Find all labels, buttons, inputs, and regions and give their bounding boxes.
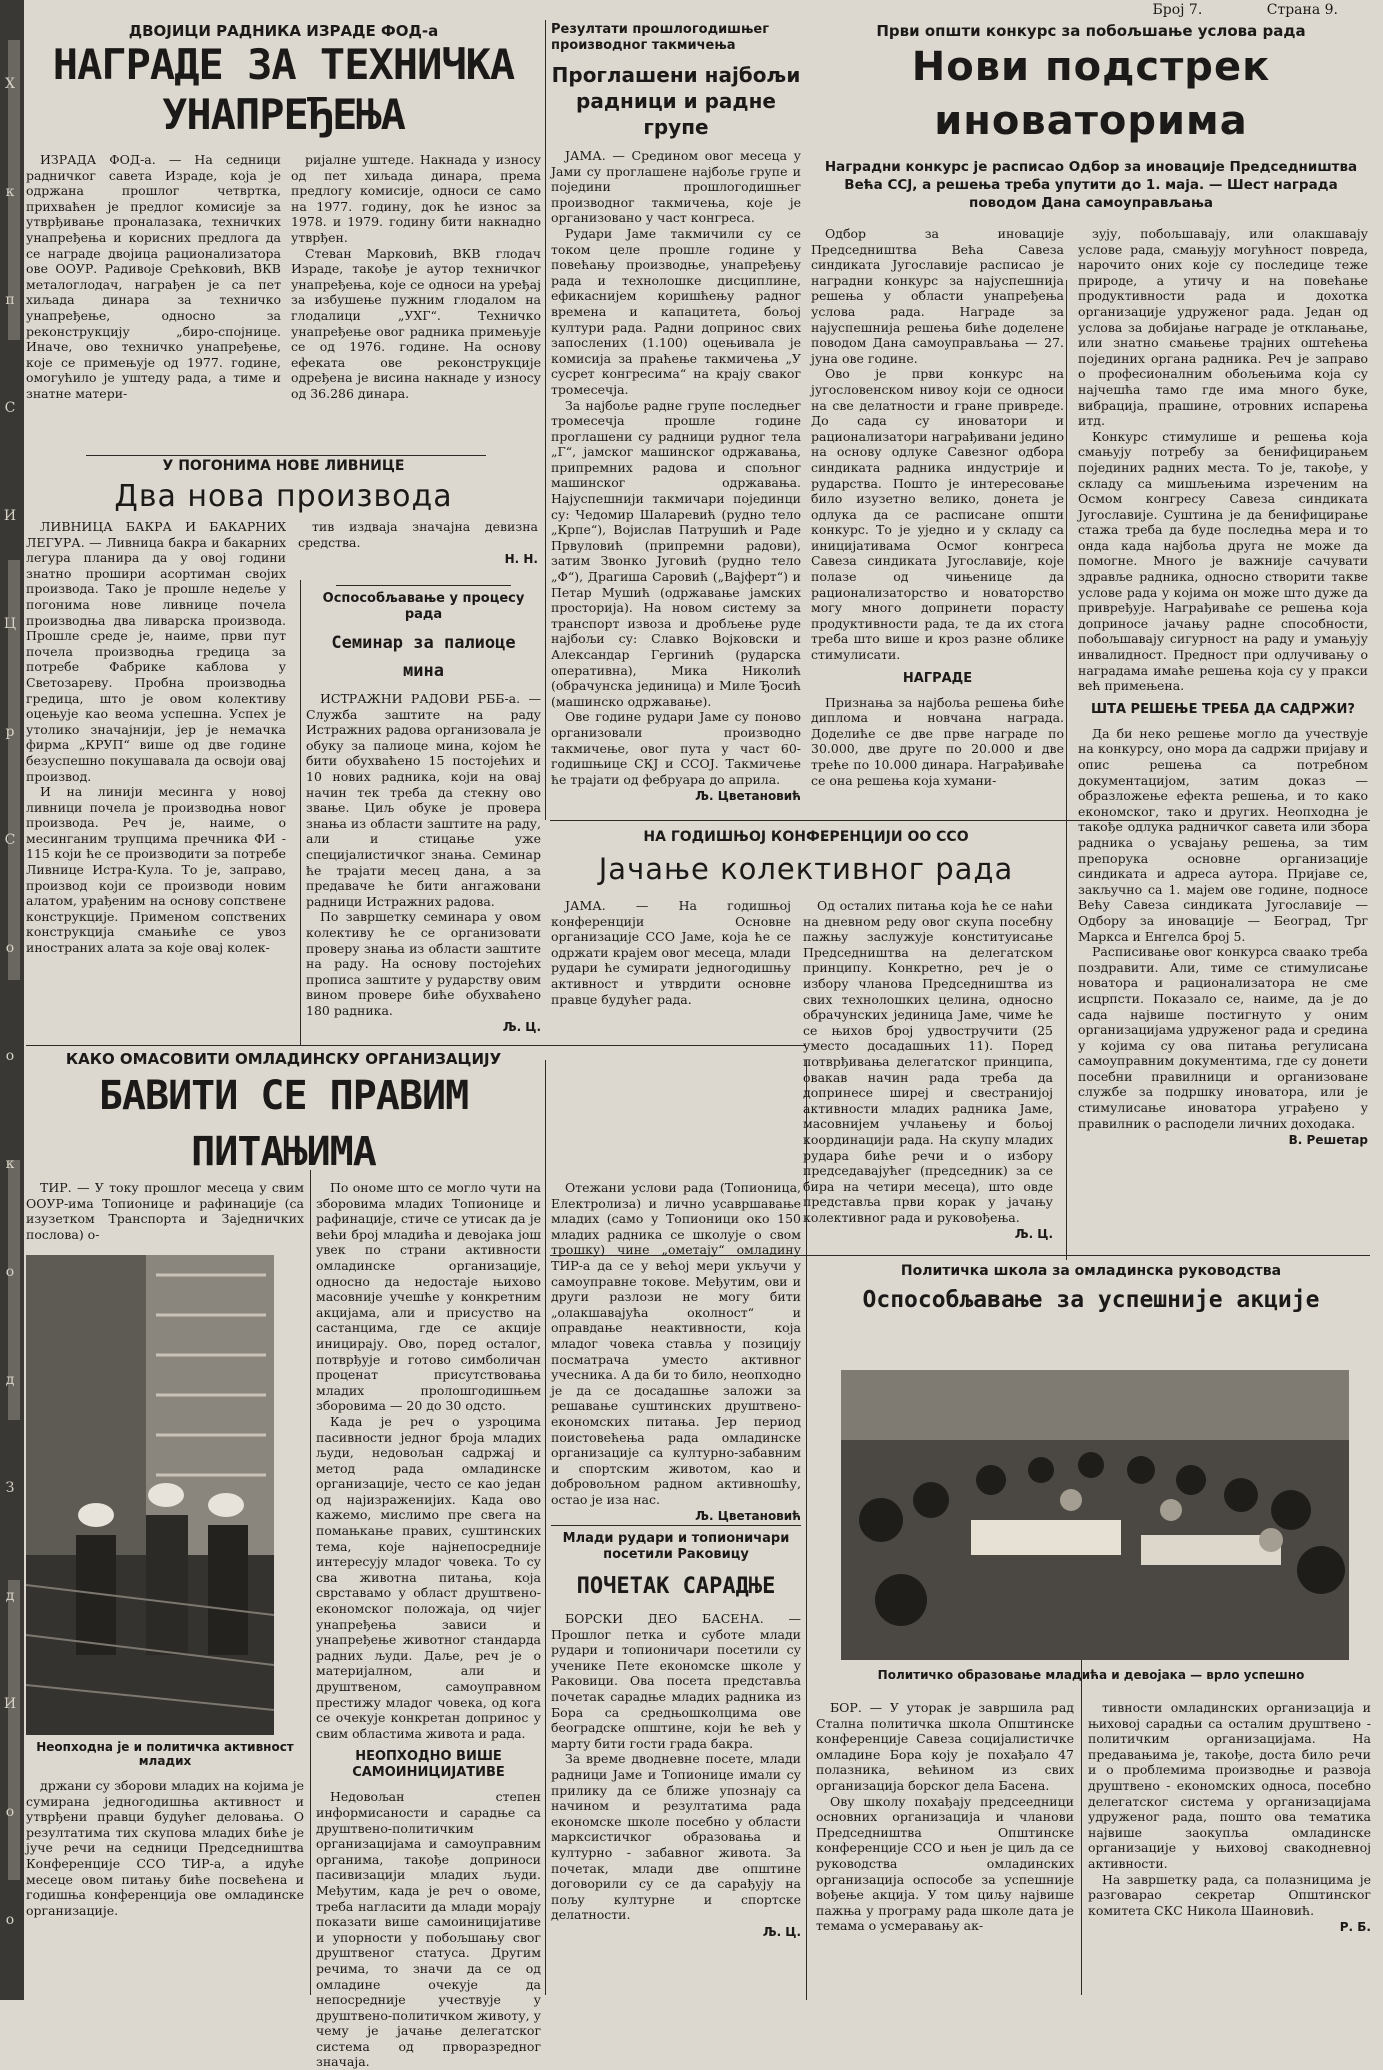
sso-signature: Љ. Ц.: [1014, 1227, 1053, 1242]
foundry-headline: Два нова производа: [114, 479, 453, 514]
article-seminar: [306, 585, 541, 1040]
edge-letter: п: [5, 292, 15, 308]
innovators-col1-p3: Признања за најбоља решења биће диплома и новчана награда. Доделиће се две прве награде по 30.000, две друге по 20.000 и две треће по 10.000 динара. Награђиваће се она решења која хумани-: [811, 694, 1064, 788]
foundry-body-2: И на линији месинга у новој ливници почела је производња новог производа. Реч је, наиме, о месинганим трупцима пречника ФИ - 115 који ће се производити за потребе Ливнице Истра-Кула. То је, заправо, производ који се производи новим алатом, урађеним на основу сопствене конструкције. Применом сопствених конструкција смањиће се увоз иностраних алата за које овај колек-: [26, 784, 286, 956]
school-body-right-2: На завршетку рада, са полазницима је разговарао секретар Општинског комитета СКС Никола Шаиновић.: [1088, 1871, 1371, 1918]
school-body-left-2: Ову школу похађају предсеедници основних организација и чланови Председништва Општинске конференције ССО и њен је циљ да се руководства омладинских организација оспособе за успешније вођење акција. У том циљу највише пажња у програму рада школе дата је темама о усмеравању ак-: [816, 1793, 1074, 1934]
tir-headline: БАВИТИ СЕ ПРАВИМ ПИТАЊИМА: [98, 1073, 469, 1175]
workers-photo-image: [26, 1255, 274, 1735]
edge-letter: д: [5, 1588, 15, 1604]
school-signature: Р. Б.: [1339, 1920, 1371, 1935]
edge-letter: З: [5, 1480, 15, 1496]
innovators-headline-line2: иноваторима: [934, 98, 1248, 144]
edge-letter: д: [5, 1372, 15, 1388]
tir-photo-caption: Неопходна је и политичка активност младих: [36, 1740, 294, 1768]
foundry-body-1: ЛИВНИЦА БАКРА И БАКАРНИХ ЛЕГУРА. — Ливница бакра и бакарних легура планира да у овој години знатно прошири асортиман својих производа. Тако је прошле недеље у погонима нове ливнице почела производња два ливарска производа. Прошле среде је, наиме, први пут почела производња гредица за потребе Фабрике каблова у Светозареву. Пробна производња гредица, што је овом колективу оцењује као веома успешна. Успех је утолико значајнији, јер је немачка фирма „КРУП“ више од две године безуспешно покушавала да освоји овај производ.: [26, 519, 286, 784]
edge-letter: к: [5, 1156, 15, 1172]
fod-body-right: ријалне уштеде. Накнада у износу од пет хиљада динара, према предлогу комисије, односи се само на 1977. годину, док ће износ за 1978. и 1979. годину бити накнадно утврђен.: [291, 152, 541, 245]
tir-col2-p1: По ономе што се могло чути на зборовима младих Топионице и рафинације, стиче се утисак да је већи број младића и девојака још увек по страни активности омладинске организације, односно да недостаје њихово масовније учешће у конкретним акцијама, али и присуство на састанцима, где се акције иницирају. Ово, поред осталог, потврђује и готово симболичан проценат присутствовања младих пролошгодишњем зборовима — 20 до 30 одсто.: [316, 1180, 541, 1414]
innovators-signature: В. Решетар: [1288, 1133, 1368, 1148]
edge-letter: о: [5, 1912, 15, 1928]
jama-body-4: Ове године рудари Јаме су поново организовали производно такмичење, овог пута у част 60-годишњице СКЈ и ССОЈ. Такмичење ће трајати од фебруара до априла.: [551, 709, 801, 787]
tir-col2-p3: Недовољан степен информисаности и сарадње са друштвено-политичким организацијама и самоуправним органима, такође доприноси пасивизацији младих људи. Међутим, када је реч о овоме, треба нагласити да млади морају показати више самоиницијативе и упорности у побољшању свог друштвеног статуса. Другим речима, то значи да се од омладине очекује да непосредније учествује у друштвено-политичком животу, у чему је јачање делегатског система од прворазредног значаја.: [316, 1789, 541, 2070]
innovators-headline-line1: Нови подстрек: [911, 44, 1271, 90]
workers-photo: [26, 1255, 274, 1735]
sso-kicker: НА ГОДИШЊОЈ КОНФЕРЕНЦИЈИ ОО ССО: [643, 829, 969, 845]
fod-body-left: ИЗРАДА ФОД-а. — На седници радничког савета Израде, која је одржана прошлог четвртка, прихваћен је предлог комисије за утврђивање проналазака, техничких унапређења и корисних предлога да се награде двојица рационализатора ове ООУР. Радивоје Срећковић, ВКВ металоглодач, награђен је са пет хиљада динара за техничко унапређење, односно за реконструкцију „биро-спојнице. Иначе, ово техничко унапређење, које се примењује од 1977. године, омогућило је уштеду рада, а тиме и знатне матери-: [26, 152, 281, 401]
innovators-col1-subhead: НАГРАДЕ: [902, 670, 973, 686]
edge-letter: И: [3, 1696, 17, 1712]
school-column-left: [816, 1700, 1074, 1995]
edge-letter: С: [4, 832, 16, 848]
jama-body-2: Рудари Јаме такмичили су се током целе прошле године у повећању производње, унапређењу рада и технолошке дисциплине, ефикаснијем коришћењу радног времена и капацитета, бољој култури рада. Радни допринос свих запослених (1.100) оцењивала је комисија за праћење такмичења „У сусрет конгресима“ на крају сваког тромесечја.: [551, 225, 801, 397]
classroom-photo-image: [841, 1370, 1349, 1660]
newspaper-page: [26, 0, 1378, 2070]
tir-signature: Љ. Цветановић: [695, 1509, 801, 1524]
edge-letter: о: [5, 1804, 15, 1820]
tir-col1-bottom: држани су зборови младих на којима је сумирана једногодишња активност и утврђени правци будућег деловања. О резултатима тих скупова младих биће је јуче речи на седници Председништва Конференције ССО ТИР-а, а идуће месеце овом питању биће посвећена и годишња конференција ове омладинске организације.: [26, 1778, 304, 1918]
innovators-col2-p3: Да би неко решење могло да учествује на конкурсу, оно мора да садржи пријаву и опис решења са потребном документацијом, затим доказ — образложење ефекта решења, и то како економског, тако и других. Неопходна је такође одлука радничког савета или збора радника о усвајању решења, за тим препорука основне организације синдиката и адреса аутора. Пријаве се, закључно са 1. мајем ове године, подносе Већу Савеза синдиката Југославије — Одбору за иновације — Београд, Трг Маркса и Енгелса број 5.: [1078, 725, 1368, 944]
innovators-col2-p2: Конкурс стимулише и решења која смањују потребу за бенифицирањем појединих радних места. То је, такође, у складу са мишљењима изреченим на Осмом конгресу Савеза синдиката Југославије. Суштина је да бенифицирање стажа треба да буде последња мера и то онда када најбоља друга не може да помогне. Много је важније сачувати здравље радника, односно створити такве услове рада у којима он може што дуже да привређује. Награђиваће се решења која доприносе јачању радне способности, побољшавају сигурност на раду и умањују инвалидност. Предност при одлучивању о наградама имаће решења која су у пракси већ примењена.: [1078, 428, 1368, 694]
tir-col3-p1: Отежани услови рада (Топионица, Електролиза) и лично усавршавање младих (само у Топионици око 150 младих радника се школује о свом трошку) чине „ометају“ омладину ТИР-а да се у већој мери укључи у самоуправне токове. Међутим, ови и други разлози не могу бити „олакшавајућа околност“ и оправдање неактивности, која младог човека ставља у позицију посматрача уместо активног учесника. А да би то било, неопходно је да се досадашње заложи за решавање суштинских друштвено-економских питања. Јер период поистовећења рада омладинске организације са културно-забавним и спортским животом, као и добровољном радном активношћу, остао је иза нас.: [551, 1180, 801, 1507]
article-rakovica: [551, 1525, 801, 1995]
edge-letter: о: [5, 940, 15, 956]
jama-signature: Љ. Цветановић: [695, 789, 801, 804]
rakovica-headline: ПОЧЕТАК САРАДЊЕ: [576, 1574, 776, 1599]
tir-column-2: [316, 1180, 541, 2070]
school-photo-caption: Политичко образовање младића и девојака — врло успешно: [877, 1668, 1305, 1682]
rakovica-body-2: За време дводневне посете, млади радници Јаме и Топионице имали су прилику да се ближе упознају са начином и резултатима рада економске школе посебно у области марксистичког образовања и културно - забавног живота. За почетак, млади две општине договорили су се да сарађују на пољу културне и спортске делатности.: [551, 1751, 801, 1923]
edge-letter: X: [5, 76, 15, 92]
fod-kicker: ДВОЈИЦИ РАДНИКА ИЗРАДЕ ФОД-а: [128, 22, 439, 40]
tir-photo-caption-block: [26, 1740, 304, 1995]
jama-body-1: ЈАМА. — Средином овог месеца у Јами су проглашене најбоље групе и поједини прошлогодишњег производног такмичења, које је организовано у част конгреса.: [551, 148, 801, 226]
classroom-photo: [841, 1370, 1349, 1660]
seminar-body-2: По завршетку семинара у овом колективу ће се организовати проверу знања из области заштите на раду. На основу постојећих прописа заштите у рударству овим вином провере биће обухваћено 180 радника.: [306, 909, 541, 1018]
foundry-body-3: тив издваја значајна девизна средства.: [298, 519, 538, 550]
sso-headline: Јачање колективног рада: [598, 852, 1014, 886]
tir-col2-subhead: НЕОПХОДНО ВИШЕ САМОИНИЦИЈАТИВЕ: [352, 1749, 505, 1781]
fod-headline-line1: НАГРАДЕ ЗА ТЕХНИЧКА: [52, 40, 515, 89]
sso-body-left: ЈАМА. — На годишњој конференцији Основне организације ССО Јаме, која ће се одржати крајем овог месеца, млади рудари ће сумирати једногодишњу активност и утврдити основне правце будућег рада.: [551, 898, 791, 1007]
page-header: [1092, 2, 1338, 18]
foundry-kicker: У ПОГОНИМА НОВЕ ЛИВНИЦЕ: [162, 458, 405, 474]
article-fod: [26, 22, 541, 452]
jama-headline: Проглашени најбољи радници и радне групе: [551, 63, 801, 139]
adjacent-page-letters: [0, 30, 20, 1990]
school-caption-block: [811, 1668, 1371, 1692]
rakovica-signature: Љ. Ц.: [762, 1924, 801, 1939]
tir-kicker: КАКО ОМАСОВИТИ ОМЛАДИНСКУ ОРГАНИЗАЦИЈУ: [65, 1050, 502, 1068]
article-jama: [551, 22, 801, 817]
tir-intro: ТИР. — У току прошлог месеца у свим ООУР-има Топионице и рафинације (са изузетком Транспорта и Заједничких послова) о-: [26, 1180, 304, 1242]
innovators-kicker: Први општи конкурс за побољшање услова рада: [876, 22, 1306, 40]
fod-body-right-2: Стеван Марковић, ВКВ глодач Израде, такође је аутор техничког унапређења, које се односи на уређај за избушење пужним глодалом на глодалици „УХГ“. Техничко унапређење овог радника примењује се од 1976. године. На основу ефеката ове реконструкције одређена је висина накнаде у износу од 36.286 динара.: [291, 245, 541, 401]
edge-letter: Ц: [3, 616, 17, 632]
innovators-col1-p2: Ово је први конкурс на југословенском нивоу који се односи на све делатности и гране привреде. До сада су иноватори и рационализатори награђивани једино на основу одлуке Савезног одбора синдиката радника индустрије и рударства. Пошто је интересовање било изузетно велико, донета је одлука да се расписане општи конкурс. То је уједно и у складу са иницијативама Осмог конгреса Савеза синдиката Југославије, које полазе од чињенице да рационализаторство и новаторство могу много допринети порасту продуктивности рада, те да их стога треба што више и кроз разне облике стимулисати.: [811, 366, 1064, 663]
sso-body-right: Од осталих питања која ће се наћи на дневном реду овог скупа посебну пажњу заслужује конституисање Председништва на делегатском принципу. Конкретно, реч је о избору чланова Председништва из свих технолошких целина, односно обрачунских јединица Јаме, чиме ће се њихов број удвостручити (25 уместо досадашњих 11). Поред потврђивања делегатског принципа, овакав начин рада треба да допринесе ширеј и свестранијој активности младих радника Јаме, масовнијем учлањењу и бољој координацији рада. На скупу младих рудара биће речи и о избору председавајућег (председник) за се бира на четири месеца), што овде представља први корак у јачању колективног рада и руковођења.: [803, 898, 1053, 1225]
innovators-col2-subhead: ШТА РЕШЕЊЕ ТРЕБА ДА САДРЖИ?: [1091, 701, 1355, 717]
jama-body-3: За најбоље радне групе последњег тромесечја прошле године проглашени су радници рудног тела „Г“, јамског машинског одржавања, припремних радова и спољног машинског одржавања. Најуспешнији такмичари појединци су: Чедомир Шаларевић (рудно тело „Крпе“), Војислав Патрушић и Раде Првуловић (припремни радови), затим Звонко Југовић (рудно тело „Ф“), Драгиша Саровић („Вајферт“) и Петар Мушић (одржавање јамских просторија). На новом систему за транспорт извоза и дробљење руде најбољи су: Славко Војковски и Александар Гергинић (рударска оперативна), Мика Николић (обрачунска јединица) и Миле Ђосић (машинско одржавање).: [551, 397, 801, 709]
seminar-signature: Љ. Ц.: [502, 1020, 541, 1035]
foundry-signature: Н. Н.: [504, 552, 538, 567]
school-body-left: БОР. — У уторак је завршила рад Стална политичка школа Општинске конференције Савеза социјалистичке омладине Бора коју је похађало 47 полазника, већином из свих организација борског дела Басена.: [816, 1700, 1074, 1793]
tir-column-3: [551, 1180, 801, 1524]
school-kicker: Политичка школа за омладинска руководства: [900, 1263, 1282, 1279]
edge-letter: о: [5, 1048, 15, 1064]
school-headline: Оспособљавање за успешније акције: [862, 1287, 1320, 1313]
rakovica-body-1: БОРСКИ ДЕО БАСЕНА. — Прошлог петка и суботе млади рудари и топионичари посетили су ученике Пете економске школе у Раковици. Ова посета представља почетак сарадње младих радника из Бора са средњошколцима ове београдске општине, који ће већ у марту бити гости града бакра.: [551, 1611, 801, 1751]
issue-number: Број 7.: [1152, 2, 1203, 18]
innovators-col2-p1: зују, побољшавају, или олакшавају услове рада, смањују могућност повреда, нарочито оних које су последице теже природе, а утичу и на повећање продуктивности рада и дохотка организације удруженог рада. Један од услова за добијање награде је отклањање, или знатно смањење трајних оштећења појединих органа радника. Реч је заправо о професионалним обољењима која су најчешћа тамо где има много буке, вибрација, прашине, отровних испарења итд.: [1078, 226, 1368, 429]
tir-col2-p2: Када је реч о узроцима пасивности једног броја младих људи, недовољан садржај и метод рада омладинске организације, често се као један од најизраженијих. Када ово кажемо, мислимо пре свега на помањкање правих, суштинских тема, које најнепосредније интересују младог човека. То су сва животна питања, која сврставамо у област друштвено-економског положаја, од чијег унапређења зависи и унапређење животног стандарда радних људи. Даље, реч је о материјалном, али и друштвеном, самоуправном престижу младог човека, од кога се очекује конкретан допринос у свим областима живота и рада.: [316, 1413, 541, 1741]
innovators-deck: Наградни конкурс је расписао Одбор за иновације Председништва Већа ССЈ, а решења треба упутити до 1. маја. — Шест награда поводом Дана самоуправљања: [824, 159, 1358, 211]
page-number: Страна 9.: [1266, 2, 1338, 18]
innovators-col2-p4: Расписивање овог конкурса сваако треба поздравити. Али, тиме се стимулисање новатора и рационализатора не сме исцрпсти. Показало се, наиме, да је до сада највише постигнуто у оним организацијама удруженог рада и средина у којима су ова питања регулисана самоуправним документима, где су донети посебни правилници и организоване службе за подршку иноватора, или је стимулисање иноватора уграђено у правилник о расподели личних доходака.: [1078, 944, 1368, 1131]
rakovica-kicker: Млади рудари и топионичари посетили Раковицу: [562, 1531, 790, 1562]
school-column-right: [1088, 1700, 1371, 1995]
edge-letter: И: [3, 508, 17, 524]
innovators-col1-p1: Одбор за иновације Председништва Већа Савеза синдиката Југославије расписао је наградни конкурс за најуспешнија решења у области унапређења услова рада. Награде за најуспешнија решења биће доделене поводом Дана самоуправљања — 27. јуна ове године.: [811, 226, 1064, 366]
seminar-body-1: ИСТРАЖНИ РАДОВИ РББ-а. — Служба заштите на раду Истражних радова организовала је обуку за палиоце мина, којом ће бити обухваћено 15 постојећих и 10 нових радника, који на овај начин тек треба да стекну ово звање. Циљ обуке је провера знања из области заштите на раду, али и стицање уже специјалистичког знања. Семинар ће трајати месец дана, а за предаваче ће бити ангажовани радници Истражних радова.: [306, 691, 541, 909]
edge-letter: р: [5, 724, 15, 740]
seminar-kicker: Оспособљавање у процесу рада: [322, 591, 525, 622]
school-body-right: тивности омладинских организација и њиховој сарадњи са осталим друштвено - политичким организацијама. На предавањима је, такође, доста било речи и о проблемима производње и развоја друштвено - економских односа, посебно делегатског система у организацијама удруженог рада, пошто ова тематика највише заокупља омладинске организације у њиховој свакодневној активности.: [1088, 1700, 1371, 1871]
edge-letter: о: [5, 1264, 15, 1280]
seminar-headline: Семинар за палиоце мина: [331, 633, 516, 681]
fod-headline-line2: УНАПРЕЂЕЊА: [162, 90, 405, 139]
edge-letter: С: [4, 400, 16, 416]
edge-letter: к: [5, 184, 15, 200]
jama-kicker: Резултати прошлогодишњег производног такмичења: [551, 22, 770, 53]
